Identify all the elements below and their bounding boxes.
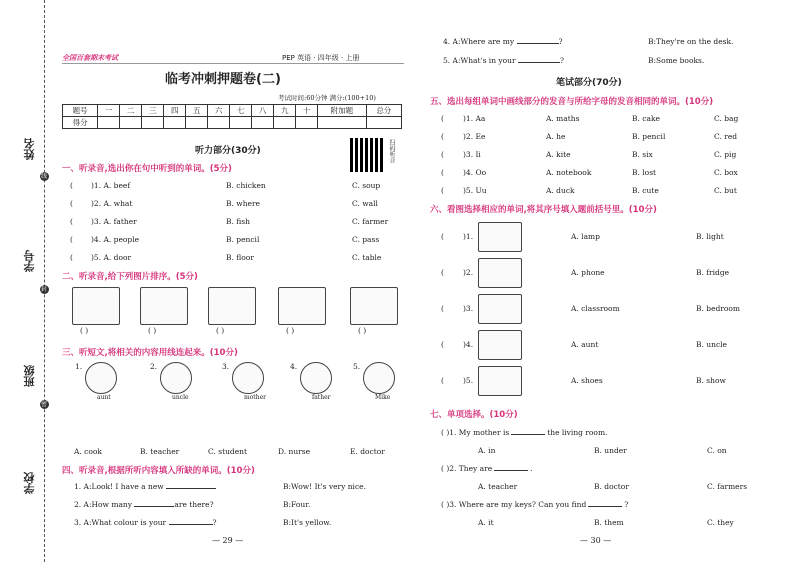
- score-header-cell: 四: [164, 105, 186, 117]
- pic-number: 1.: [75, 362, 83, 371]
- score-header-cell: 八: [252, 105, 274, 117]
- s5-option: B. lost: [632, 168, 657, 177]
- picture-icon: [140, 287, 188, 325]
- page-number-right: — 30 —: [580, 536, 612, 545]
- listening-header: 听力部分(30分): [195, 146, 261, 156]
- score-cell: [252, 117, 274, 129]
- s5-option: B. cake: [632, 114, 660, 123]
- section-4-title: 四、听录音,根据所听内容填入所缺的单词。(10分): [62, 466, 255, 476]
- seal-text: 封: [41, 286, 48, 293]
- s6-number: )2.: [463, 268, 474, 277]
- pic-label: uncle: [172, 394, 189, 401]
- s1-option: )4. A. people: [91, 235, 140, 244]
- s4-q3: 3. A:What colour is your ?: [74, 518, 217, 527]
- pic-label: father: [312, 394, 331, 401]
- s1-option: (: [70, 199, 73, 208]
- s1-option: )3. A. father: [91, 217, 137, 226]
- s5-option: )1. Aa: [463, 114, 486, 123]
- score-table: [62, 104, 402, 129]
- lamp-icon: [478, 222, 522, 252]
- written-header: 笔试部分(70分): [556, 78, 622, 88]
- s5-option: (: [441, 186, 444, 195]
- s4-a1: B:Wow! It's very nice.: [283, 482, 366, 491]
- s4-q1: 1. A:Look! I have a new: [74, 482, 216, 491]
- s5-option: (: [441, 132, 444, 141]
- picture-icon: [208, 287, 256, 325]
- s5-option: B. six: [632, 150, 653, 159]
- order-paren: ( ): [358, 326, 367, 335]
- s4-q2: 2. A:How many are there?: [74, 500, 214, 509]
- s6-option-a: A. shoes: [571, 376, 603, 385]
- score-cell: [208, 117, 230, 129]
- score-header-cell: 十: [296, 105, 318, 117]
- class-label: 班级: [23, 365, 36, 387]
- header-rule: [62, 63, 404, 64]
- s1-option: C. soup: [352, 181, 381, 190]
- score-header-cell: 六: [208, 105, 230, 117]
- s4-a2: B:Four.: [283, 500, 311, 509]
- s5-option: )3. Ii: [463, 150, 481, 159]
- exam-info: 考试时间:60分钟 满分:(100+10): [278, 94, 376, 102]
- score-cell: [366, 117, 401, 129]
- score-cell: [318, 117, 366, 129]
- man-icon: [478, 330, 522, 360]
- s6-option-a: A. phone: [571, 268, 605, 277]
- person-icon: [363, 362, 395, 394]
- score-header-cell: 三: [142, 105, 164, 117]
- phone-icon: [478, 258, 522, 288]
- name-label: 姓名: [23, 138, 36, 160]
- s5-option: B. pencil: [632, 132, 666, 141]
- s6-option-b: B. fridge: [696, 268, 730, 277]
- s1-option: )5. A. door: [91, 253, 132, 262]
- job-option: B. teacher: [140, 447, 180, 456]
- s1-option: (: [70, 253, 73, 262]
- pic-number: 3.: [222, 362, 230, 371]
- pic-number: 4.: [290, 362, 298, 371]
- score-cell: [142, 117, 164, 129]
- person-icon: [85, 362, 117, 394]
- s4-a4: B:They're on the desk.: [648, 37, 734, 46]
- score-header-cell: 题号: [63, 105, 98, 117]
- page-title: 临考冲刺押题卷(二): [165, 72, 281, 87]
- pic-label: mother: [244, 394, 266, 401]
- s1-option: B. chicken: [226, 181, 266, 190]
- pic-number: 5.: [353, 362, 361, 371]
- qr-label: 扫码听音: [388, 139, 395, 163]
- score-header-cell: 附加题: [318, 105, 366, 117]
- s6-number: )1.: [463, 232, 474, 241]
- s1-option: )2. A. what: [91, 199, 133, 208]
- s5-option: A. he: [546, 132, 566, 141]
- s7-option-b: B. under: [594, 446, 627, 455]
- s4-a3: B:It's yellow.: [283, 518, 332, 527]
- score-cell: [186, 117, 208, 129]
- s6-option-a: A. aunt: [571, 340, 599, 349]
- s5-option: A. duck: [546, 186, 575, 195]
- score-header-cell: 九: [274, 105, 296, 117]
- score-cell: [296, 117, 318, 129]
- s6-option-a: A. lamp: [571, 232, 600, 241]
- section-1-title: 一、听录音,选出你在句中听到的单词。(5分): [62, 164, 232, 174]
- s1-option: B. fish: [226, 217, 250, 226]
- person-icon: [300, 362, 332, 394]
- job-option: D. nurse: [278, 447, 311, 456]
- s6-option-a: A. classroom: [571, 304, 620, 313]
- order-paren: ( ): [216, 326, 225, 335]
- shoes-icon: [478, 366, 522, 396]
- s7-option-b: B. them: [594, 518, 624, 527]
- score-header-cell: 一: [98, 105, 120, 117]
- picture-icon: [72, 287, 120, 325]
- paren: (: [441, 304, 444, 313]
- s5-option: C. bag: [714, 114, 739, 123]
- s5-option: (: [441, 168, 444, 177]
- s7-question: ( )3. Where are my keys? Can you find ?: [441, 500, 629, 509]
- s1-option: )1. A. beef: [91, 181, 131, 190]
- score-row-label: 得分: [63, 117, 98, 129]
- s5-option: )4. Oo: [463, 168, 487, 177]
- person-icon: [160, 362, 192, 394]
- s6-option-b: B. uncle: [696, 340, 727, 349]
- s6-option-b: B. show: [696, 376, 726, 385]
- picture-icon: [278, 287, 326, 325]
- s6-number: )5.: [463, 376, 474, 385]
- paren: (: [441, 232, 444, 241]
- s1-option: B. where: [226, 199, 260, 208]
- s5-option: )2. Ee: [463, 132, 486, 141]
- s4-q5: 5. A:What's in your ?: [443, 56, 565, 65]
- s1-option: (: [70, 181, 73, 190]
- s5-option: (: [441, 150, 444, 159]
- s1-option: (: [70, 217, 73, 226]
- s5-option: B. cute: [632, 186, 659, 195]
- s1-option: (: [70, 235, 73, 244]
- job-option: A. cook: [74, 447, 102, 456]
- slogan: 全国百套期末考试: [62, 53, 118, 62]
- s4-q4: 4. A:Where are my ?: [443, 37, 563, 46]
- binding-line: [44, 0, 45, 562]
- s7-option-c: C. farmers: [707, 482, 748, 491]
- s1-option: C. farmer: [352, 217, 389, 226]
- score-cell: [274, 117, 296, 129]
- s5-option: (: [441, 114, 444, 123]
- s6-option-b: B. bedroom: [696, 304, 741, 313]
- s5-option: A. maths: [546, 114, 580, 123]
- s5-option: A. notebook: [546, 168, 592, 177]
- s4-a5: B:Some books.: [648, 56, 705, 65]
- score-header-cell: 总分: [366, 105, 401, 117]
- s1-option: C. wall: [352, 199, 378, 208]
- s1-option: C. pass: [352, 235, 380, 244]
- section-6-title: 六、看图选择相应的单词,将其序号填入题前括号里。(10分): [430, 205, 657, 215]
- pic-number: 2.: [150, 362, 158, 371]
- edition: PEP 英语 · 四年级 · 上册: [282, 54, 360, 62]
- section-3-title: 三、听短文,将相关的内容用线连起来。(10分): [62, 348, 238, 358]
- section-5-title: 五、选出每组单词中画线部分的发音与所给字母的发音相同的单词。(10分): [430, 97, 714, 107]
- section-7-title: 七、单项选择。(10分): [430, 410, 518, 420]
- picture-icon: [350, 287, 398, 325]
- s6-number: )3.: [463, 304, 474, 313]
- order-paren: ( ): [80, 326, 89, 335]
- paren: (: [441, 376, 444, 385]
- s1-option: B. floor: [226, 253, 254, 262]
- pic-label: Mike: [375, 394, 391, 401]
- s5-option: A. kite: [546, 150, 571, 159]
- score-cell: [230, 117, 252, 129]
- s7-option-b: B. doctor: [594, 482, 629, 491]
- qr-code: [350, 138, 384, 172]
- s5-option: C. red: [714, 132, 738, 141]
- number-label: 学号: [23, 250, 36, 272]
- classroom-icon: [478, 294, 522, 324]
- binding-strip: [0, 0, 50, 562]
- paren: (: [441, 340, 444, 349]
- s5-option: C. but: [714, 186, 737, 195]
- s7-option-c: C. on: [707, 446, 727, 455]
- s7-option-c: C. they: [707, 518, 734, 527]
- order-paren: ( ): [148, 326, 157, 335]
- s7-option-a: A. in: [478, 446, 496, 455]
- pic-label: aunt: [97, 394, 111, 401]
- s7-option-a: A. teacher: [478, 482, 518, 491]
- s1-option: C. table: [352, 253, 382, 262]
- score-cell: [98, 117, 120, 129]
- paren: (: [441, 268, 444, 277]
- seal-text: 密: [41, 401, 48, 408]
- score-cell: [120, 117, 142, 129]
- s1-option: B. pencil: [226, 235, 260, 244]
- s7-question: ( )2. They are .: [441, 464, 533, 473]
- s5-option: C. pig: [714, 150, 737, 159]
- s7-option-a: A. it: [478, 518, 494, 527]
- score-header-cell: 五: [186, 105, 208, 117]
- order-paren: ( ): [286, 326, 295, 335]
- s6-number: )4.: [463, 340, 474, 349]
- s7-question: ( )1. My mother is the living room.: [441, 428, 608, 437]
- s5-option: )5. Uu: [463, 186, 487, 195]
- page-number-left: — 29 —: [212, 536, 244, 545]
- person-icon: [232, 362, 264, 394]
- score-cell: [164, 117, 186, 129]
- score-header-cell: 七: [230, 105, 252, 117]
- seal-text: 线: [41, 173, 48, 180]
- job-option: E. doctor: [350, 447, 385, 456]
- school-label: 学校: [23, 472, 36, 494]
- score-header-cell: 二: [120, 105, 142, 117]
- job-option: C. student: [208, 447, 248, 456]
- section-2-title: 二、听录音,给下列图片排序。(5分): [62, 272, 198, 282]
- s6-option-b: B. light: [696, 232, 724, 241]
- s5-option: C. box: [714, 168, 738, 177]
